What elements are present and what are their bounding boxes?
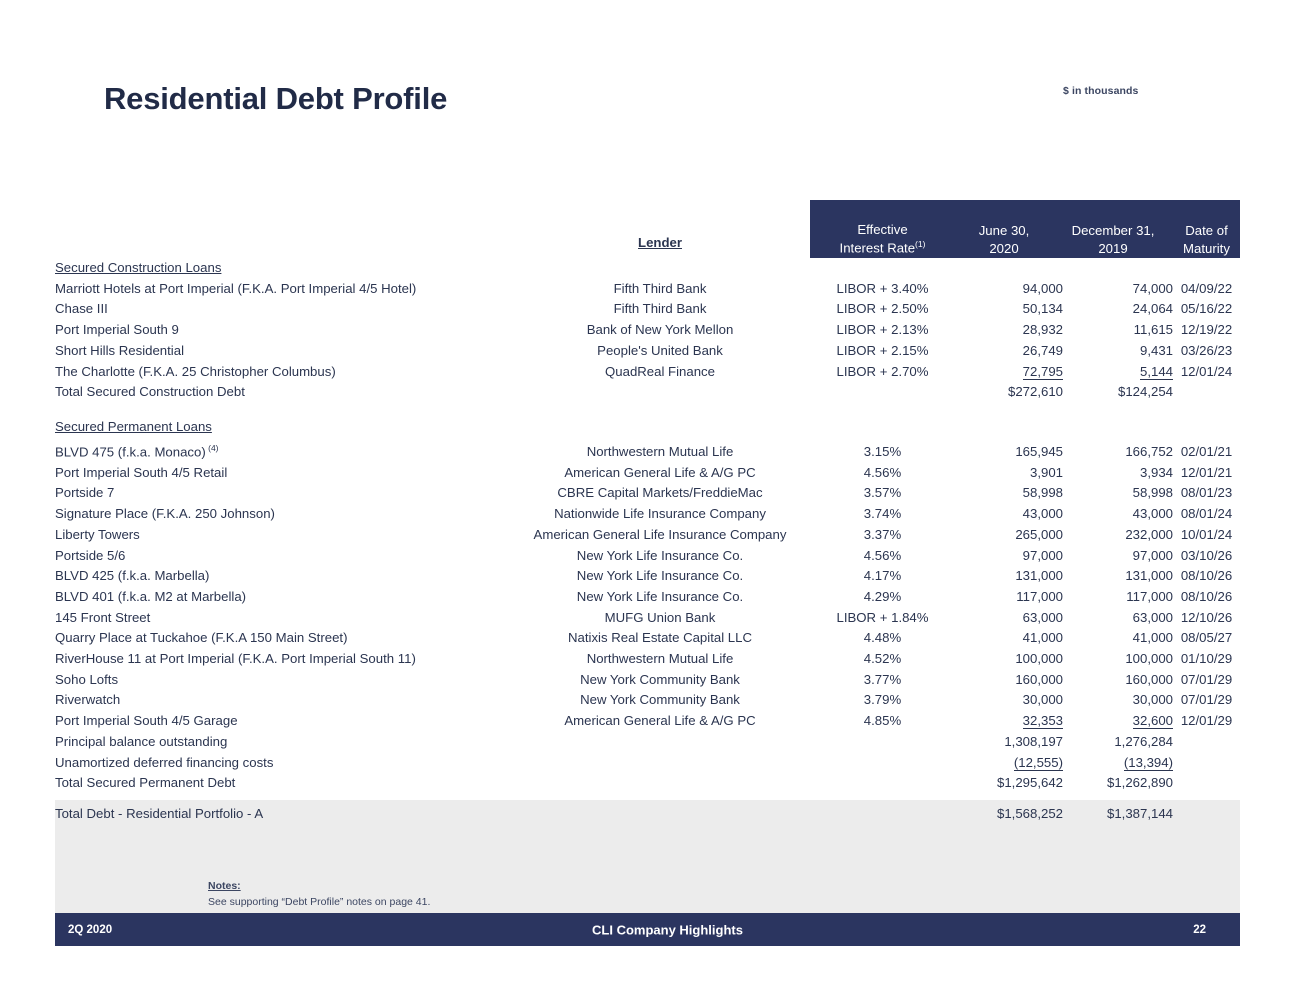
table-row bbox=[55, 341, 1240, 362]
cell-subtotal-dec-2019 bbox=[1063, 753, 1173, 774]
table-row bbox=[55, 690, 1240, 711]
cell-interest-rate: 4.52% bbox=[863, 651, 902, 667]
cell-grand-total-label: Total Debt - Residential Portfolio - A bbox=[55, 805, 264, 821]
cell-subtotal-dec-2019: 1,276,284 bbox=[1114, 733, 1173, 749]
header-rate-line1: Effective bbox=[857, 222, 908, 238]
cell-balance-jun-2020: 94,000 bbox=[1022, 280, 1063, 296]
cell-balance-dec-2019: 100,000 bbox=[1125, 651, 1173, 667]
table-row bbox=[55, 566, 1240, 587]
cell-grand-total-dec-2019: $1,387,144 bbox=[1106, 805, 1173, 821]
cell-maturity-date bbox=[1173, 382, 1240, 403]
cell-property-name: Port Imperial South 4/5 Retail bbox=[55, 464, 228, 480]
cell-balance-dec-2019: 166,752 bbox=[1125, 444, 1173, 460]
cell-maturity-date: 04/09/22 bbox=[1180, 280, 1233, 296]
cell-property-name: RiverHouse 11 at Port Imperial (F.K.A. Port Imperial South 11) bbox=[55, 651, 416, 667]
table-row bbox=[55, 362, 1240, 383]
notes-title: Notes: bbox=[208, 880, 241, 892]
cell-lender: New York Community Bank bbox=[580, 671, 740, 687]
cell-total-label: Total Secured Permanent Debt bbox=[55, 775, 236, 791]
row-spacer bbox=[55, 794, 1240, 804]
cell-balance-jun-2020: 265,000 bbox=[1015, 526, 1063, 542]
cell-balance-dec-2019: 97,000 bbox=[1132, 547, 1173, 563]
cell-property-name: Short Hills Residential bbox=[55, 342, 184, 358]
cell-balance-jun-2020: 28,932 bbox=[1022, 322, 1063, 338]
cell-balance-jun-2020: 165,945 bbox=[1015, 444, 1063, 460]
section-heading: Secured Construction Loans bbox=[55, 260, 222, 275]
cell-subtotal-dec-2019-value: (13,394) bbox=[1123, 754, 1173, 770]
cell-maturity-date: 08/10/26 bbox=[1180, 588, 1233, 604]
cell-balance-jun-2020-value: 72,795 bbox=[1022, 363, 1063, 379]
empty-cell bbox=[810, 417, 955, 438]
header-jun-line2: 2020 bbox=[989, 240, 1019, 256]
cell-grand-total-jun-2020: $1,568,252 bbox=[996, 805, 1063, 821]
cell-interest-rate: 4.48% bbox=[863, 630, 902, 646]
cell-interest-rate: 3.57% bbox=[863, 485, 902, 501]
table-row bbox=[55, 504, 1240, 525]
cell-maturity-date bbox=[1173, 773, 1240, 794]
section-heading: Secured Permanent Loans bbox=[55, 418, 212, 434]
cell-lender: Bank of New York Mellon bbox=[586, 322, 734, 338]
section-total-row bbox=[55, 773, 1240, 794]
cell-property-name: Signature Place (F.K.A. 250 Johnson) bbox=[55, 506, 275, 522]
notes-block bbox=[208, 878, 430, 911]
table-row bbox=[55, 279, 1240, 300]
empty-cell bbox=[955, 258, 1063, 279]
cell-lender: American General Life & A/G PC bbox=[564, 713, 756, 729]
footer-page-number: 22 bbox=[1193, 923, 1206, 936]
cell-interest-rate: 4.56% bbox=[863, 464, 902, 480]
cell-interest-rate bbox=[810, 382, 955, 403]
cell-property-name-footnote: (4) bbox=[205, 442, 219, 453]
cell-property-name: Portside 5/6 bbox=[55, 547, 126, 563]
empty-cell bbox=[955, 417, 1063, 438]
section-total-row bbox=[55, 382, 1240, 403]
cell-lender: American General Life Insurance Company bbox=[533, 526, 787, 542]
spacer-cell bbox=[55, 403, 1240, 417]
cell-balance-jun-2020: 117,000 bbox=[1016, 588, 1063, 604]
header-date-of-maturity bbox=[1173, 200, 1240, 258]
table-row bbox=[55, 483, 1240, 504]
cell-total-jun-2020: $1,295,642 bbox=[996, 775, 1063, 791]
cell-lender: People's United Bank bbox=[597, 342, 723, 358]
cell-subtotal-jun-2020: 1,308,197 bbox=[1004, 733, 1063, 749]
cell-balance-dec-2019: 11,615 bbox=[1133, 322, 1173, 338]
cell-balance-jun-2020: 3,901 bbox=[1029, 464, 1063, 480]
cell-interest-rate bbox=[810, 753, 955, 774]
cell-balance-jun-2020 bbox=[955, 711, 1063, 732]
cell-maturity-date: 12/01/29 bbox=[1180, 713, 1233, 729]
cell-property-name: Liberty Towers bbox=[55, 526, 140, 542]
cell-balance-jun-2020: 41,000 bbox=[1022, 630, 1063, 646]
notes-text: See supporting “Debt Profile” notes on page 41. bbox=[208, 896, 431, 909]
cell-property-name: Port Imperial South 4/5 Garage bbox=[55, 713, 238, 729]
cell-maturity-date: 12/10/26 bbox=[1180, 609, 1233, 625]
cell-property-name: Port Imperial South 9 bbox=[55, 322, 179, 338]
cell-balance-dec-2019: 41,000 bbox=[1132, 630, 1173, 646]
table-body bbox=[55, 258, 1240, 825]
cell-balance-dec-2019: 30,000 bbox=[1132, 692, 1173, 708]
cell-balance-jun-2020: 160,000 bbox=[1015, 671, 1063, 687]
empty-cell bbox=[510, 258, 810, 279]
cell-balance-dec-2019: 160,000 bbox=[1125, 671, 1173, 687]
cell-lender bbox=[510, 753, 810, 774]
footer-period: 2Q 2020 bbox=[68, 923, 113, 936]
cell-balance-dec-2019: 63,000 bbox=[1132, 609, 1173, 625]
table-row bbox=[55, 608, 1240, 629]
cell-lender bbox=[510, 732, 810, 753]
empty-cell bbox=[810, 258, 955, 279]
subtotal-row bbox=[55, 753, 1240, 774]
cell-interest-rate: 4.29% bbox=[863, 588, 902, 604]
section-heading-row bbox=[55, 417, 1240, 438]
cell-lender: New York Life Insurance Co. bbox=[576, 588, 744, 604]
cell-balance-jun-2020: 30,000 bbox=[1022, 692, 1063, 708]
cell-interest-rate: LIBOR + 1.84% bbox=[836, 609, 929, 625]
cell-maturity-date: 07/01/29 bbox=[1180, 671, 1233, 687]
cell-maturity-date: 01/10/29 bbox=[1180, 651, 1233, 667]
table-row bbox=[55, 463, 1240, 484]
cell-balance-jun-2020-value: 32,353 bbox=[1022, 713, 1063, 729]
cell-property-name: Riverwatch bbox=[55, 692, 121, 708]
cell-lender: Northwestern Mutual Life bbox=[586, 444, 734, 460]
cell-balance-dec-2019: 74,000 bbox=[1132, 280, 1173, 296]
header-dec-line2: 2019 bbox=[1098, 240, 1128, 256]
spacer-cell bbox=[55, 794, 1240, 804]
cell-lender: Fifth Third Bank bbox=[613, 280, 707, 296]
table-row bbox=[55, 587, 1240, 608]
cell-balance-jun-2020: 26,749 bbox=[1022, 342, 1063, 358]
slide-footer bbox=[55, 913, 1240, 946]
cell-maturity-date: 08/10/26 bbox=[1180, 568, 1233, 584]
table-row bbox=[55, 525, 1240, 546]
empty-cell bbox=[1063, 258, 1173, 279]
cell-lender: New York Life Insurance Co. bbox=[576, 547, 744, 563]
subtotal-row bbox=[55, 732, 1240, 753]
cell-balance-jun-2020: 131,000 bbox=[1015, 568, 1063, 584]
header-rate-line2: Interest Rate bbox=[839, 240, 916, 256]
table-header-row bbox=[55, 200, 1240, 258]
cell-balance-dec-2019-value: 32,600 bbox=[1132, 713, 1173, 729]
cell-balance-dec-2019-value: 5,144 bbox=[1139, 363, 1173, 379]
cell-maturity-date: 07/01/29 bbox=[1180, 692, 1233, 708]
cell-balance-dec-2019: 117,000 bbox=[1126, 588, 1173, 604]
table-row bbox=[55, 320, 1240, 341]
page-title: Residential Debt Profile bbox=[104, 81, 448, 116]
cell-lender: Northwestern Mutual Life bbox=[586, 651, 734, 667]
cell-balance-dec-2019: 9,431 bbox=[1139, 342, 1173, 358]
cell-property-name: BLVD 401 (f.k.a. M2 at Marbella) bbox=[55, 588, 247, 604]
cell-property-name: 145 Front Street bbox=[55, 609, 151, 625]
cell-property-name: BLVD 475 (f.k.a. Monaco) $^{(4)}$ bbox=[55, 442, 219, 460]
cell-maturity-date: 08/01/23 bbox=[1180, 485, 1233, 501]
cell-total-jun-2020: $272,610 bbox=[1007, 384, 1063, 400]
cell-lender: QuadReal Finance bbox=[605, 363, 715, 379]
cell-maturity-date: 03/10/26 bbox=[1180, 547, 1233, 563]
cell-subtotal-label: Unamortized deferred financing costs bbox=[55, 754, 274, 770]
cell-interest-rate bbox=[810, 804, 955, 825]
cell-balance-dec-2019: 58,998 bbox=[1132, 485, 1173, 501]
cell-maturity-date bbox=[1173, 804, 1240, 825]
cell-maturity-date: 05/16/22 bbox=[1180, 301, 1233, 317]
footer-deck-title: CLI Company Highlights bbox=[592, 922, 743, 937]
cell-lender: MUFG Union Bank bbox=[604, 609, 716, 625]
debt-table-container bbox=[55, 200, 1240, 825]
cell-lender bbox=[510, 382, 810, 403]
cell-balance-dec-2019 bbox=[1063, 711, 1173, 732]
header-property-blank bbox=[55, 200, 510, 258]
cell-property-name: Quarry Place at Tuckahoe (F.K.A 150 Main Street) bbox=[55, 630, 348, 646]
cell-maturity-date: 12/19/22 bbox=[1180, 322, 1233, 338]
cell-interest-rate: 4.17% bbox=[863, 568, 902, 584]
header-mat-line1: Date of bbox=[1185, 222, 1228, 238]
cell-maturity-date: 02/01/21 bbox=[1180, 444, 1233, 460]
cell-interest-rate bbox=[810, 773, 955, 794]
cell-balance-jun-2020: 63,000 bbox=[1022, 609, 1063, 625]
empty-cell bbox=[1173, 417, 1240, 438]
cell-interest-rate: 3.74% bbox=[863, 506, 902, 522]
cell-balance-dec-2019: 232,000 bbox=[1125, 526, 1173, 542]
cell-interest-rate: 4.85% bbox=[863, 713, 902, 729]
table-row bbox=[55, 670, 1240, 691]
header-rate-footnote: (1) bbox=[915, 239, 926, 250]
cell-interest-rate: 3.37% bbox=[863, 526, 902, 542]
header-lender-label: Lender bbox=[638, 234, 682, 250]
cell-lender: New York Life Insurance Co. bbox=[576, 568, 744, 584]
cell-balance-dec-2019: 24,064 bbox=[1132, 301, 1173, 317]
table-row bbox=[55, 438, 1240, 463]
cell-interest-rate: 3.79% bbox=[863, 692, 902, 708]
empty-cell bbox=[1063, 417, 1173, 438]
cell-balance-dec-2019: 43,000 bbox=[1132, 506, 1173, 522]
cell-subtotal-jun-2020 bbox=[955, 753, 1063, 774]
cell-lender: Natixis Real Estate Capital LLC bbox=[568, 630, 752, 646]
cell-balance-jun-2020 bbox=[955, 362, 1063, 383]
header-december-31-2019 bbox=[1063, 200, 1173, 258]
table-row bbox=[55, 546, 1240, 567]
cell-interest-rate: 4.56% bbox=[863, 547, 902, 563]
header-jun-line1: June 30, bbox=[978, 222, 1030, 238]
cell-balance-dec-2019: 3,934 bbox=[1139, 464, 1173, 480]
cell-maturity-date: 08/05/27 bbox=[1180, 630, 1233, 646]
cell-maturity-date: 12/01/24 bbox=[1180, 363, 1233, 379]
cell-interest-rate: LIBOR + 2.50% bbox=[836, 301, 929, 317]
cell-subtotal-label: Principal balance outstanding bbox=[55, 733, 228, 749]
cell-total-dec-2019: $124,254 bbox=[1117, 384, 1173, 400]
cell-maturity-date bbox=[1173, 732, 1240, 753]
row-spacer bbox=[55, 403, 1240, 417]
cell-property-name: Portside 7 bbox=[55, 485, 115, 501]
cell-interest-rate bbox=[810, 732, 955, 753]
cell-property-name: Soho Lofts bbox=[55, 671, 119, 687]
cell-maturity-date bbox=[1173, 753, 1240, 774]
residential-debt-table bbox=[55, 200, 1240, 825]
cell-interest-rate: 3.77% bbox=[863, 671, 902, 687]
cell-total-dec-2019: $1,262,890 bbox=[1106, 775, 1173, 791]
cell-lender: American General Life & A/G PC bbox=[564, 464, 756, 480]
header-june-30-2020 bbox=[955, 200, 1063, 258]
grand-total-row bbox=[55, 804, 1240, 825]
table-row bbox=[55, 649, 1240, 670]
cell-lender: Nationwide Life Insurance Company bbox=[554, 506, 766, 522]
cell-interest-rate: 3.15% bbox=[863, 444, 902, 460]
cell-balance-dec-2019: 131,000 bbox=[1125, 568, 1173, 584]
table-row bbox=[55, 711, 1240, 732]
header-dec-line1: December 31, bbox=[1071, 222, 1155, 238]
cell-property-name: BLVD 425 (f.k.a. Marbella) bbox=[55, 568, 210, 584]
table-row bbox=[55, 628, 1240, 649]
cell-balance-dec-2019 bbox=[1063, 362, 1173, 383]
cell-balance-jun-2020: 97,000 bbox=[1022, 547, 1063, 563]
cell-subtotal-jun-2020-value: (12,555) bbox=[1013, 754, 1063, 770]
empty-cell bbox=[510, 417, 810, 438]
cell-balance-jun-2020: 50,134 bbox=[1022, 301, 1063, 317]
cell-maturity-date: 10/01/24 bbox=[1180, 526, 1233, 542]
cell-lender: Fifth Third Bank bbox=[613, 301, 707, 317]
cell-balance-jun-2020: 43,000 bbox=[1022, 506, 1063, 522]
cell-balance-jun-2020: 100,000 bbox=[1015, 651, 1063, 667]
cell-balance-jun-2020: 58,998 bbox=[1022, 485, 1063, 501]
header-effective-interest-rate bbox=[810, 200, 955, 258]
cell-interest-rate: LIBOR + 2.13% bbox=[836, 322, 929, 338]
cell-lender: CBRE Capital Markets/FreddieMac bbox=[557, 485, 763, 501]
cell-maturity-date: 08/01/24 bbox=[1180, 506, 1233, 522]
empty-cell bbox=[1173, 258, 1240, 279]
table-row bbox=[55, 299, 1240, 320]
units-note: $ in thousands bbox=[1063, 85, 1139, 97]
cell-maturity-date: 12/01/21 bbox=[1180, 464, 1233, 480]
cell-property-name: The Charlotte (F.K.A. 25 Christopher Columbus) bbox=[55, 363, 336, 379]
cell-interest-rate: LIBOR + 2.15% bbox=[836, 342, 929, 358]
cell-lender bbox=[510, 804, 810, 825]
cell-interest-rate: LIBOR + 3.40% bbox=[836, 280, 929, 296]
section-heading-row bbox=[55, 258, 1240, 279]
cell-maturity-date: 03/26/23 bbox=[1180, 342, 1233, 358]
cell-total-label: Total Secured Construction Debt bbox=[55, 384, 245, 400]
header-lender bbox=[510, 200, 810, 258]
cell-property-name: Marriott Hotels at Port Imperial (F.K.A. Port Imperial 4/5 Hotel) bbox=[55, 280, 417, 296]
cell-lender: New York Community Bank bbox=[580, 692, 740, 708]
cell-interest-rate: LIBOR + 2.70% bbox=[836, 363, 929, 379]
header-mat-line2: Maturity bbox=[1183, 240, 1230, 256]
cell-property-name: Chase III bbox=[55, 301, 108, 317]
cell-lender bbox=[510, 773, 810, 794]
